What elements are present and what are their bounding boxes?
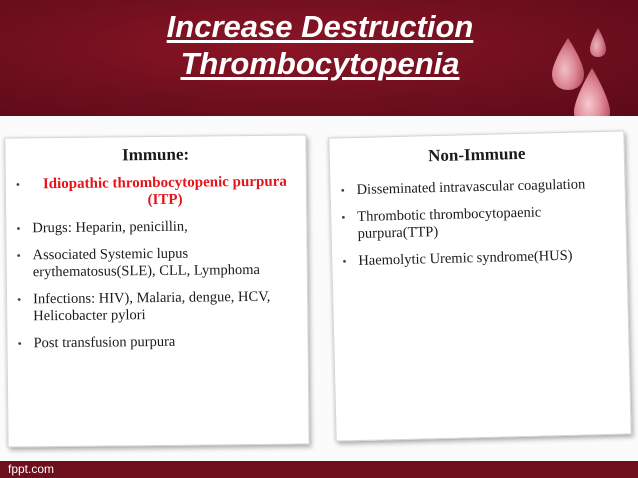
list-item [16, 218, 298, 238]
bullet-icon: • [15, 177, 21, 192]
list-item-text: Associated Systemic lupus erythematosus(SLE), CLL, Lymphoma [32, 245, 261, 281]
list-item [341, 203, 618, 244]
immune-list [6, 173, 308, 352]
slide-header [0, 0, 638, 116]
immune-heading: Immune: [121, 144, 190, 165]
bullet-icon: • [340, 183, 345, 198]
list-item [16, 174, 298, 211]
bullet-icon: • [17, 292, 22, 307]
list-item-text: Drugs: Heparin, penicillin, [32, 218, 188, 237]
title-line-2: Thrombocytopenia [180, 46, 460, 81]
non-immune-list [330, 175, 626, 270]
list-item-text: Infections: HIV), Malaria, dengue, HCV, Helicobacter pylori [32, 288, 271, 325]
bullet-icon: • [342, 254, 347, 269]
immune-panel [4, 134, 309, 447]
bullet-icon: • [341, 210, 346, 225]
list-item-text: Idiopathic thrombocytopenic purpura (ITP) [42, 173, 287, 209]
bullet-icon: • [16, 221, 21, 236]
list-item [340, 176, 616, 200]
list-item-text: Thrombotic thrombocytopaenic purpura(TTP) [357, 204, 542, 242]
non-immune-heading: Non-Immune [427, 143, 526, 166]
list-item-text: Post transfusion purpura [33, 333, 176, 352]
slide-footer [0, 461, 638, 478]
slide-title [100, 8, 540, 82]
footer-credit: fppt.com [8, 462, 55, 476]
list-item [17, 245, 299, 282]
list-item [342, 247, 618, 271]
list-item [17, 289, 299, 326]
list-item-text: Disseminated intravascular coagulation [356, 176, 586, 198]
title-line-1: Increase Destruction [166, 9, 474, 44]
bullet-icon: • [17, 336, 22, 351]
non-immune-panel [328, 130, 631, 441]
list-item-text: Haemolytic Uremic syndrome(HUS) [358, 247, 573, 269]
bullet-icon: • [16, 248, 21, 263]
blood-drops-icon [530, 28, 630, 128]
content-area [0, 116, 638, 461]
list-item [17, 333, 299, 353]
